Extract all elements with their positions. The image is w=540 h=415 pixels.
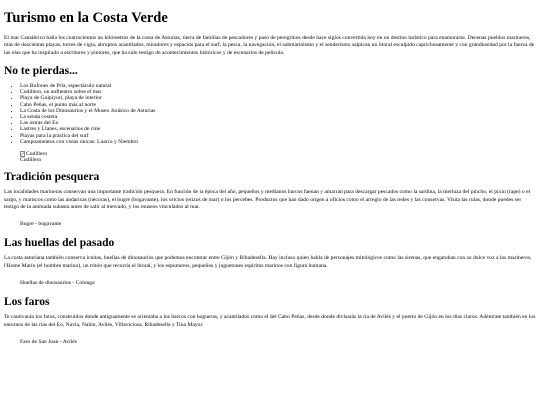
figure-caption: Cudillero <box>20 157 42 164</box>
bugre-figure <box>20 221 536 227</box>
list-item: • Cabo Peñas, el punto más al norte <box>20 102 536 108</box>
image-alt-text: Cudillero <box>26 150 48 157</box>
tradicion-paragraph: Las localidades marineras conservan una importante tradición pesquera. En función de la época del año, pequeños y medianos barcos faenan y amarran para descargar pescados como la sardina, la merluza del pincho, el pixín (rape) o el sargo, y mariscos como las andaricas (nécoras), el bugre (bogavante), los oricios (erizos de mar) o los percebes. Productos que han dado origen a oficios como el arreglo de las redes y las conservas. Visita las rulas, donde puedes ser testigo de la animada subasta antes de salir al mercado, y los museos vinculados al mar. <box>4 189 531 210</box>
section-heading-no-te-pierdas: No te pierdas... <box>4 64 78 77</box>
figure-caption: Huellas de dinosaurios - Colunga <box>20 280 95 287</box>
cudillero-figure <box>20 151 536 163</box>
list-item: • La Costa de los Dinosaurios y el Museo Jurásico de Asturias <box>20 108 536 114</box>
faros-paragraph: Te cautivarán los faros, construidos donde antiguamente se orientaba a los barcos con hogueras, y acantilados como el del Cabo Peñas, desde donde divisarás la ría de Avilés y el puerto de Gijón en los días claros. Adéntrate también en los entornos de las rías del Eo, Navia, Nalón, Avilés, Villaviciosa, Ribadesella y Tina Mayor. <box>4 314 536 328</box>
section-heading-huellas: Las huellas del pasado <box>4 237 115 250</box>
intro-paragraph: El mar Cantábrico baña los cuatrocientos un kilómetros de la costa de Asturias, tierra de familias de pescadores y paso de peregrinos desde hace siglos convertida hoy en un destino turístico para enamorarse. Decenas pueblos marineros, más de doscientas playas, torres de vigía, abruptos acantilados, miradores y espacios para el surf, la pesca, la navegación, el submarinismo y el senderismo salpican un litoral esculpido caprichosamente y con grandiosidad por la fuerza de las olas que ha inspirado a escritores y pintores, que ha sido testigo de acontecimientos históricos y de escenarios de película. <box>4 35 535 56</box>
figure-caption: Bugre - bogavante <box>20 221 62 228</box>
section-heading-tradicion: Tradición pesquera <box>4 171 100 184</box>
list-item: • Los Bufones de Pría, espectáculo natural <box>20 83 536 89</box>
list-item: • Las ostras del Eo <box>20 120 536 126</box>
faro-figure <box>20 339 536 345</box>
broken-image-icon <box>20 151 25 157</box>
list-item: • Cudillero, un anfiteatro sobre el mar <box>20 89 536 95</box>
list-item: • Lastres y Llanes, escenarios de cine <box>20 126 536 132</box>
list-item: • Playas para la práctica del surf <box>20 133 536 139</box>
huellas-figure <box>20 280 536 286</box>
list-item: • Playa de Gulpiyuri, playa de interior <box>20 95 536 101</box>
huellas-paragraph: La costa asturiana también conserva icnitas, huellas de dinosaurios que podemos encontrar entre Gijón y Ribadesella. Hay incluso quien habla de personajes mitológicos como las sirenas, que engatuban con su dulce voz a los marineros, l'Home Marín (el hombre marino), un tritón que recorría el litoral, y los espumeros, pequeños y juguetones espíritus marinos con figura humana. <box>4 255 532 269</box>
page-title: Turismo en la Costa Verde <box>4 10 168 26</box>
list-item: • Campoamentos con vistas únicas: Luarca y Niembro <box>20 139 536 145</box>
figure-caption: Faro de San Juan - Avilés <box>20 338 77 345</box>
section-heading-faros: Los faros <box>4 296 50 309</box>
list-item: • La senda costera <box>20 114 536 120</box>
highlights-list <box>4 83 536 145</box>
page <box>0 10 540 345</box>
